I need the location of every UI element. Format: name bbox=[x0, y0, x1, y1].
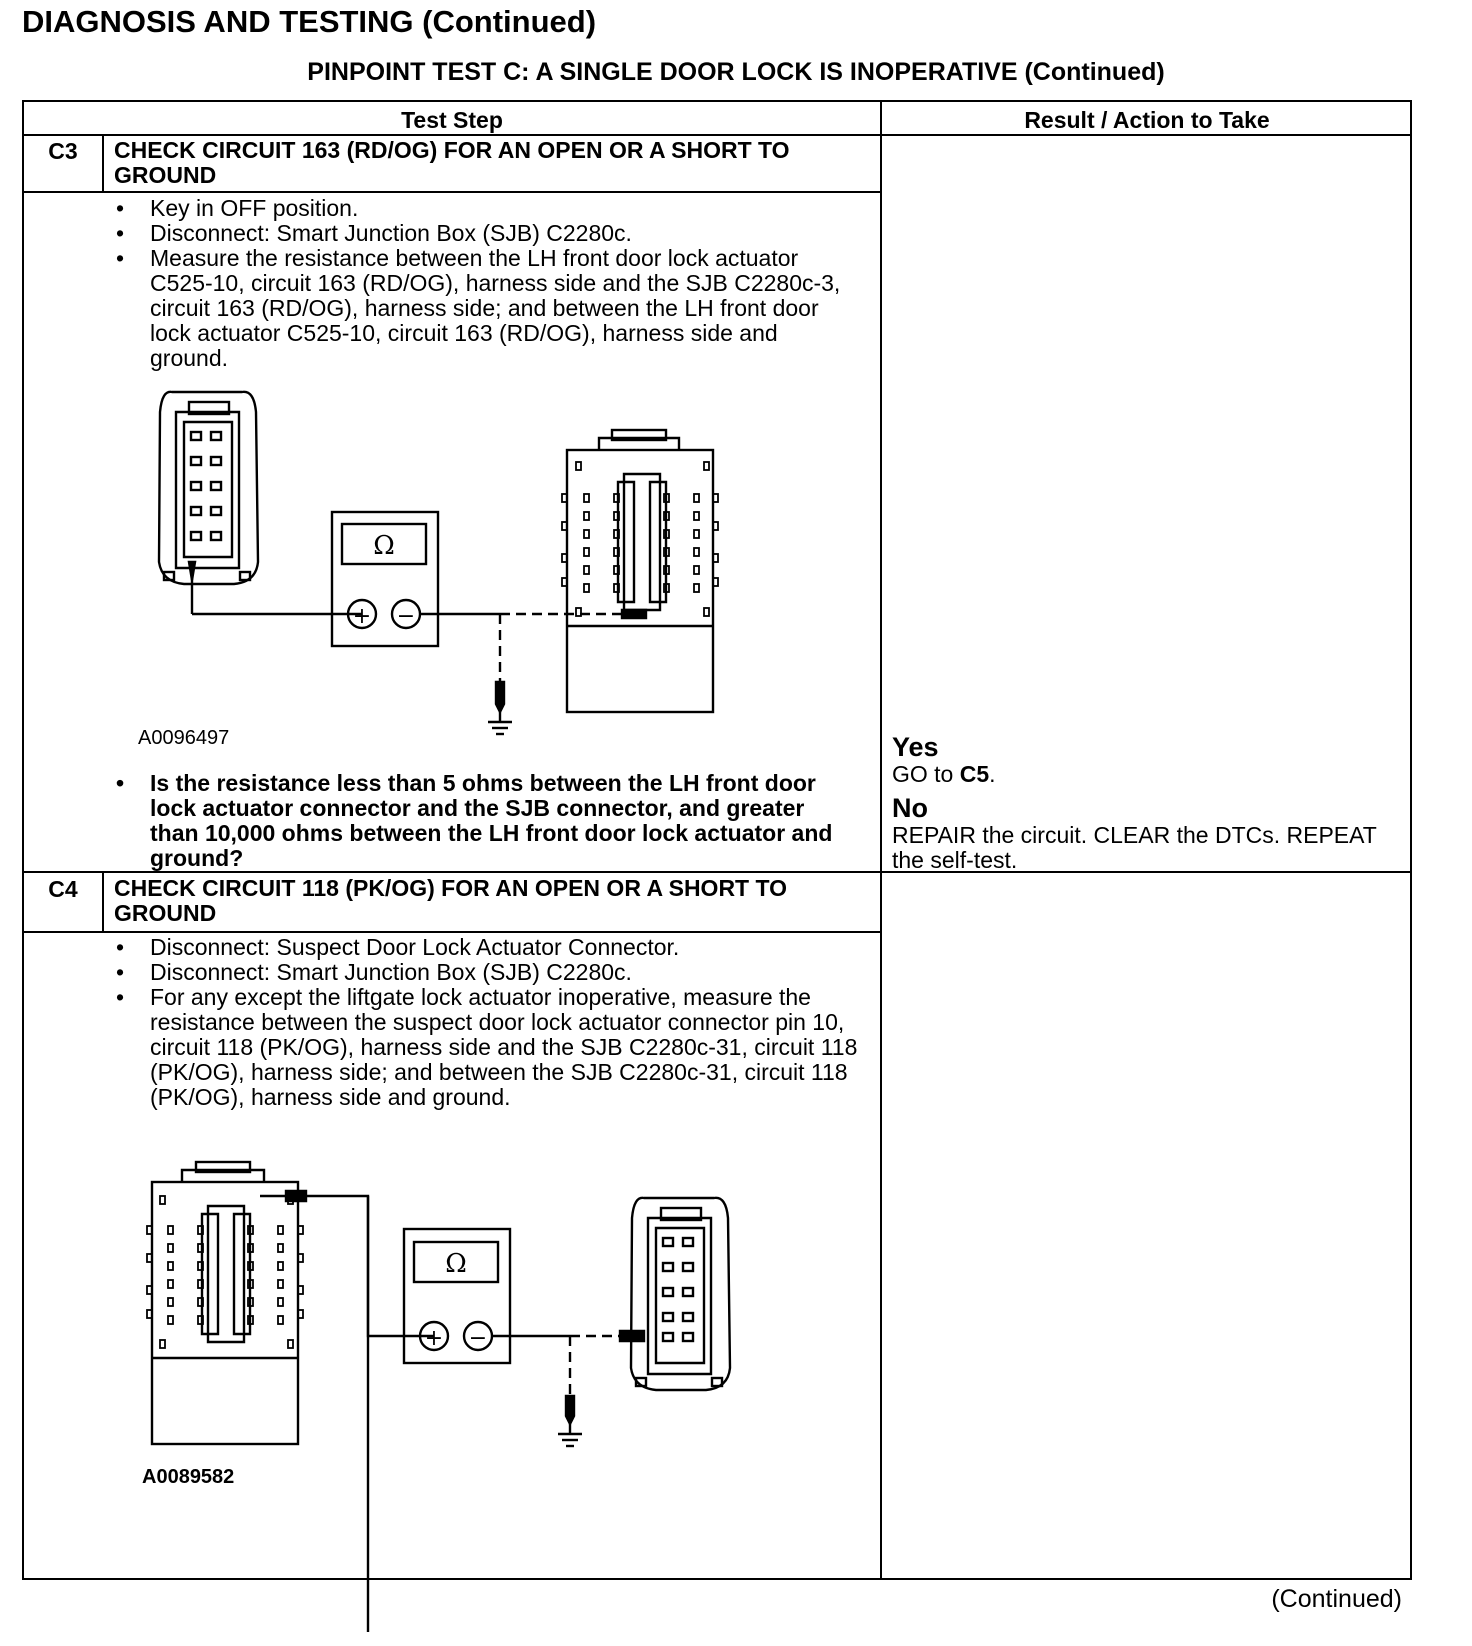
yes-action-text: GO to bbox=[892, 761, 960, 787]
minus-symbol: − bbox=[468, 1326, 488, 1351]
ohm-symbol: Ω bbox=[373, 531, 395, 561]
yes-action-target: C5 bbox=[959, 761, 990, 787]
header-result-action: Result / Action to Take bbox=[1024, 107, 1270, 133]
yes-action bbox=[892, 762, 1402, 787]
door-lock-actuator-connector-icon bbox=[631, 1198, 730, 1390]
c4-wiring-diagram bbox=[24, 102, 880, 1580]
plus-symbol: + bbox=[352, 604, 372, 629]
header-test-step: Test Step bbox=[401, 107, 503, 133]
page-title: DIAGNOSIS AND TESTING (Continued) bbox=[22, 4, 597, 39]
instruction-item: • For any except the liftgate lock actuator inoperative, measure the resistance between the suspect door lock actuator connector pin 10, circuit 118 (PK/OG), harness side and the SJB C2280c-31, circuit 118 (PK/OG), harness side; and between the SJB C2280c-31, circuit 118 (PK/OG), harness side and ground. bbox=[112, 985, 868, 1110]
question-item: • Is the resistance less than 5 ohms between the LH front door lock actuator connector and the SJB connector, and greater than 10,000 ohms between the LH front door lock actuator and ground? bbox=[112, 771, 852, 871]
ohm-symbol: Ω bbox=[445, 1249, 467, 1279]
plus-symbol: + bbox=[424, 1326, 444, 1351]
ground-symbol-icon bbox=[558, 1434, 582, 1446]
figure-id: A0089582 bbox=[142, 1466, 235, 1488]
pinpoint-test-title: PINPOINT TEST C: A SINGLE DOOR LOCK IS INOPERATIVE (Continued) bbox=[307, 58, 1165, 86]
instruction-item: • Key in OFF position. bbox=[112, 196, 862, 221]
figure-id: A0096497 bbox=[138, 727, 230, 749]
step-title: CHECK CIRCUIT 118 (PK/OG) FOR AN OPEN OR A SHORT TO GROUND bbox=[114, 875, 788, 926]
step-id: C4 bbox=[48, 876, 78, 902]
no-action: REPAIR the circuit. CLEAR the DTCs. REPEAT the self-test. bbox=[892, 822, 1377, 873]
continued-footer: (Continued) bbox=[1271, 1585, 1402, 1613]
instruction-item: • Disconnect: Suspect Door Lock Actuator Connector. bbox=[112, 935, 868, 960]
yes-action-suffix: . bbox=[989, 761, 996, 787]
yes-label: Yes bbox=[892, 732, 939, 762]
c3-result-action bbox=[892, 732, 1402, 873]
step-title: CHECK CIRCUIT 163 (RD/OG) FOR AN OPEN OR A SHORT TO GROUND bbox=[114, 137, 790, 188]
no-label: No bbox=[892, 793, 928, 823]
smart-junction-box-connector-icon bbox=[147, 1162, 303, 1444]
instruction-item: • Measure the resistance between the LH front door lock actuator C525-10, circuit 163 (RD/OG), harness side and the SJB C2280c-3, circuit 163 (RD/OG), harness side; and between the LH front door lock actuator C525-10, circuit 163 (RD/OG), harness side and ground. bbox=[112, 246, 862, 371]
minus-symbol: − bbox=[396, 604, 416, 629]
pinpoint-test-table bbox=[22, 100, 1412, 1580]
column-divider bbox=[880, 102, 882, 1580]
step-id: C3 bbox=[48, 138, 78, 164]
instruction-item: • Disconnect: Smart Junction Box (SJB) C2280c. bbox=[112, 221, 862, 246]
instruction-item: • Disconnect: Smart Junction Box (SJB) C2280c. bbox=[112, 960, 868, 985]
